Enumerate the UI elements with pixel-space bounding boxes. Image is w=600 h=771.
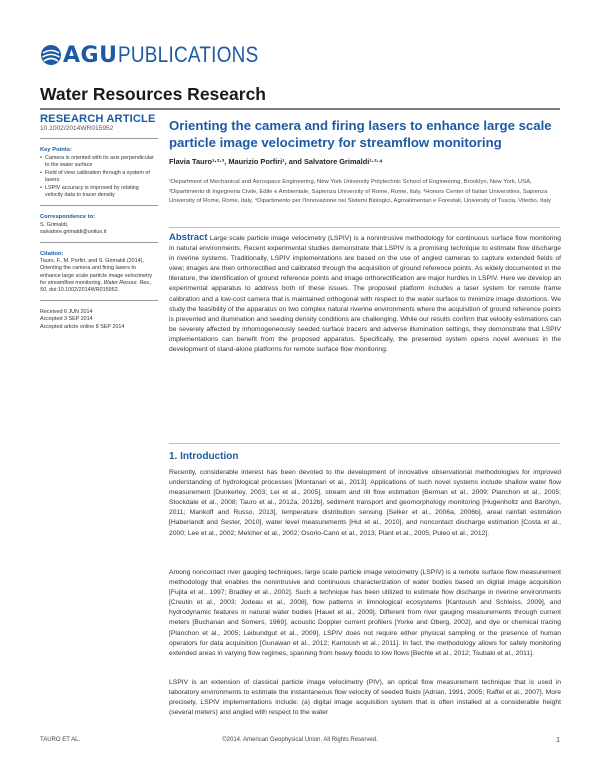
- header-divider: [40, 108, 560, 110]
- globe-icon: [40, 44, 62, 66]
- agu-publications-logo: [40, 43, 282, 67]
- footer-authors: TAURO ET AL.: [40, 737, 81, 743]
- article-authors: Flavia Tauro¹·²·³, Maurizio Porfiri¹, and Salvatore Grimaldi¹·³·⁴: [169, 157, 383, 166]
- sidebar-divider: [40, 300, 158, 301]
- abstract-text: Large scale particle image velocimetry (LSPIV) is a nonintrusive methodology for continuous surface flow monitoring in natural environments. Recent experimental studies demonstrate that LSPIV is a promising technique to estimate flow discharge in riverine systems. Traditionally, LSPIV implementations are based on the use of angled cameras to capture extended fields of view; images are then orthorectified and calibrated through the acquisition of ground reference points. As widely documented in the literature, the identification of ground reference points and image orthorectification are major hurdles in LSPIV. Here we develop an experimental apparatus to address both of these issues. The proposed platform includes a laser system for remote frame calibration and a low-cost camera that is maintained orthogonal with respect to the water surface to minimize image distortions. We study the feasibility of the apparatus on two complex natural riverine environments where the acquisition of ground reference points is prevented and illumination and seeding density conditions are challenging. While our results confirm that velocity estimations can be severely affected by inhomogeneously seeded surface tracers and adverse illumination settings, they demonstrate that LSPIV implementations can benefit from the proposed apparatus. Specifically, the presented system opens novel avenues in the development of stand-alone platforms for remote surface flow monitoring.: [169, 235, 561, 354]
- affiliation-divider: [169, 227, 560, 228]
- abstract: [169, 233, 561, 355]
- key-point: • Camera is oriented with its axis perpendicular to the water surface: [40, 155, 158, 169]
- accepted-date: Accepted 3 SEP 2014: [40, 316, 93, 323]
- correspondence-email[interactable]: salvatore.grimaldi@unitus.it: [40, 228, 107, 235]
- article-type: RESEARCH ARTICLE: [40, 113, 156, 125]
- article-title: Orienting the camera and firing lasers to enhance large scale particle image velocimetry for streamflow monitoring: [169, 118, 552, 150]
- citation-heading: Citation:: [40, 250, 64, 257]
- received-date: Received 6 JUN 2014: [40, 309, 93, 316]
- sidebar-divider: [40, 205, 158, 206]
- citation-text: [40, 258, 158, 294]
- section-heading: 1. Introduction: [169, 451, 239, 462]
- author-affiliations: ¹Department of Mechanical and Aerospace Engineering, New York University Polytechnic School of Engineering, Brooklyn, New York, USA, ²Dipartimento di Ingegneria Civile, Edile e Ambientale, Sapienza University of Rome, Rome, Italy, ³Honors Center of Italian Universities, Sapienza University of Rome, Rome, Italy, ⁴Dipartimento per l'Innovazione nei Sistemi Biologici, Agroalimentari e Forestali, University of Tuscia, Viterbo, Italy: [169, 179, 551, 205]
- body-paragraph: Recently, considerable interest has been devoted to the development of innovative observational methodologies for improved understanding of hydrological processes [Montanari et al., 2013]. Applications of such novel systems include shallow water flow measurement [Dunkerley, 2003; Lei et al., 2005], stream and rill flow estimation [Berman et al., 2009; Planchon et al., 2005; Stockdale et al., 2008; Tauro et al., 2012a, 2012b], sediment transport and geomorphology monitoring [Hugenholtz and Barchyn, 2011; Mankoff and Russo, 2013], temperature distribution sensing [Selker et al., 2006a, 2006b], areal rainfall estimation [Haberlandt and Sester, 2010], water level measurements [Hut et al., 2010], and noncontact discharge estimation [Costa et al., 2000; Lee et al., 2002; Melcher et al., 2002; Osorio-Cano et al., 2013; Plant et al., 2005; Puleo et al., 2012].: [169, 469, 561, 537]
- body-paragraph: LSPIV is an extension of classical particle image velocimetry (PIV), an optical flow measurement technique that is used in laboratory environments to estimate the instantaneous flow velocity of seeded fluids [Adrian, 1991, 2005; Raffel et al., 2007]. More precisely, LSPIV implementations include: (a) digital image acquisition system that is often installed at a considerable height (several meters) and angled with respect to the water: [169, 679, 561, 717]
- correspondence-heading: Correspondence to:: [40, 214, 96, 221]
- page-number: 1: [556, 737, 560, 744]
- sidebar-divider: [40, 138, 158, 139]
- online-date: Accepted article online 8 SEP 2014: [40, 323, 125, 330]
- logo-agu-text: AGU: [63, 42, 118, 68]
- sidebar: [40, 113, 158, 331]
- body-paragraph: Among noncontact river gauging techniques, large scale particle image velocimetry (LSPIV) is a remote surface flow measurement methodology that enables the nonintrusive and continuous characterization of water bodies based on digital image acquisition [Fujita et al., 1997; Bradley et al., 2002]. Such a technique has been utilized to estimate flow discharge in riverine environments [Creutin et al., 2003; Jodeau et al., 2008], flow patterns in limnological ecosystems [Kantoush and Schleiss, 2009], and hydrodynamic features in natural water bodies [Hauet et al., 2009]. Different from river gauging measurements through current meters [Buchanan and Somers, 1969], acoustic Doppler current profilers [Yorke and Oberg, 2002], and dye or chemical tracing [Planchon et al., 2005; Leibundgut et al., 2009], LSPIV does not require either physical sampling or the presence of human operators for data acquisition [Gunawan et al., 2012; Kantoush et al., 2011]. In fact, the methodology allows for safely monitoring extended areas in varying flow regimes, spanning from heavy floods to low flows [Bechle et al., 2012; Tsubaki et al., 2011].: [169, 569, 561, 657]
- citation-journal: Water Resour. Res., 50,: [40, 279, 153, 293]
- abstract-label: Abstract: [169, 232, 208, 243]
- key-points-list: [40, 155, 158, 199]
- key-point: • LSPIV accuracy is improved by relating velocity data to tracer density: [40, 185, 158, 199]
- article-doi[interactable]: 10.1002/2014WR015952: [40, 125, 114, 133]
- logo-publications-text: PUBLICATIONS: [118, 42, 259, 67]
- correspondence-name: S. Grimaldi,: [40, 221, 69, 228]
- section-divider: [169, 443, 560, 444]
- citation-doi: doi:10.1002/2014WR015952.: [49, 286, 120, 293]
- citation-main: Tauro, F., M. Porfiri, and S. Grimaldi (2014), Orienting the camera and firing lasers to enhance large scale particle image velocimetry for streamflow monitoring,: [40, 258, 153, 286]
- key-point: • Field of view calibration through a system of lasers: [40, 170, 158, 184]
- key-points-heading: Key Points:: [40, 147, 72, 154]
- sidebar-divider: [40, 242, 158, 243]
- journal-title: Water Resources Research: [40, 84, 266, 104]
- footer-copyright: ©2014. American Geophysical Union. All Rights Reserved.: [222, 737, 378, 743]
